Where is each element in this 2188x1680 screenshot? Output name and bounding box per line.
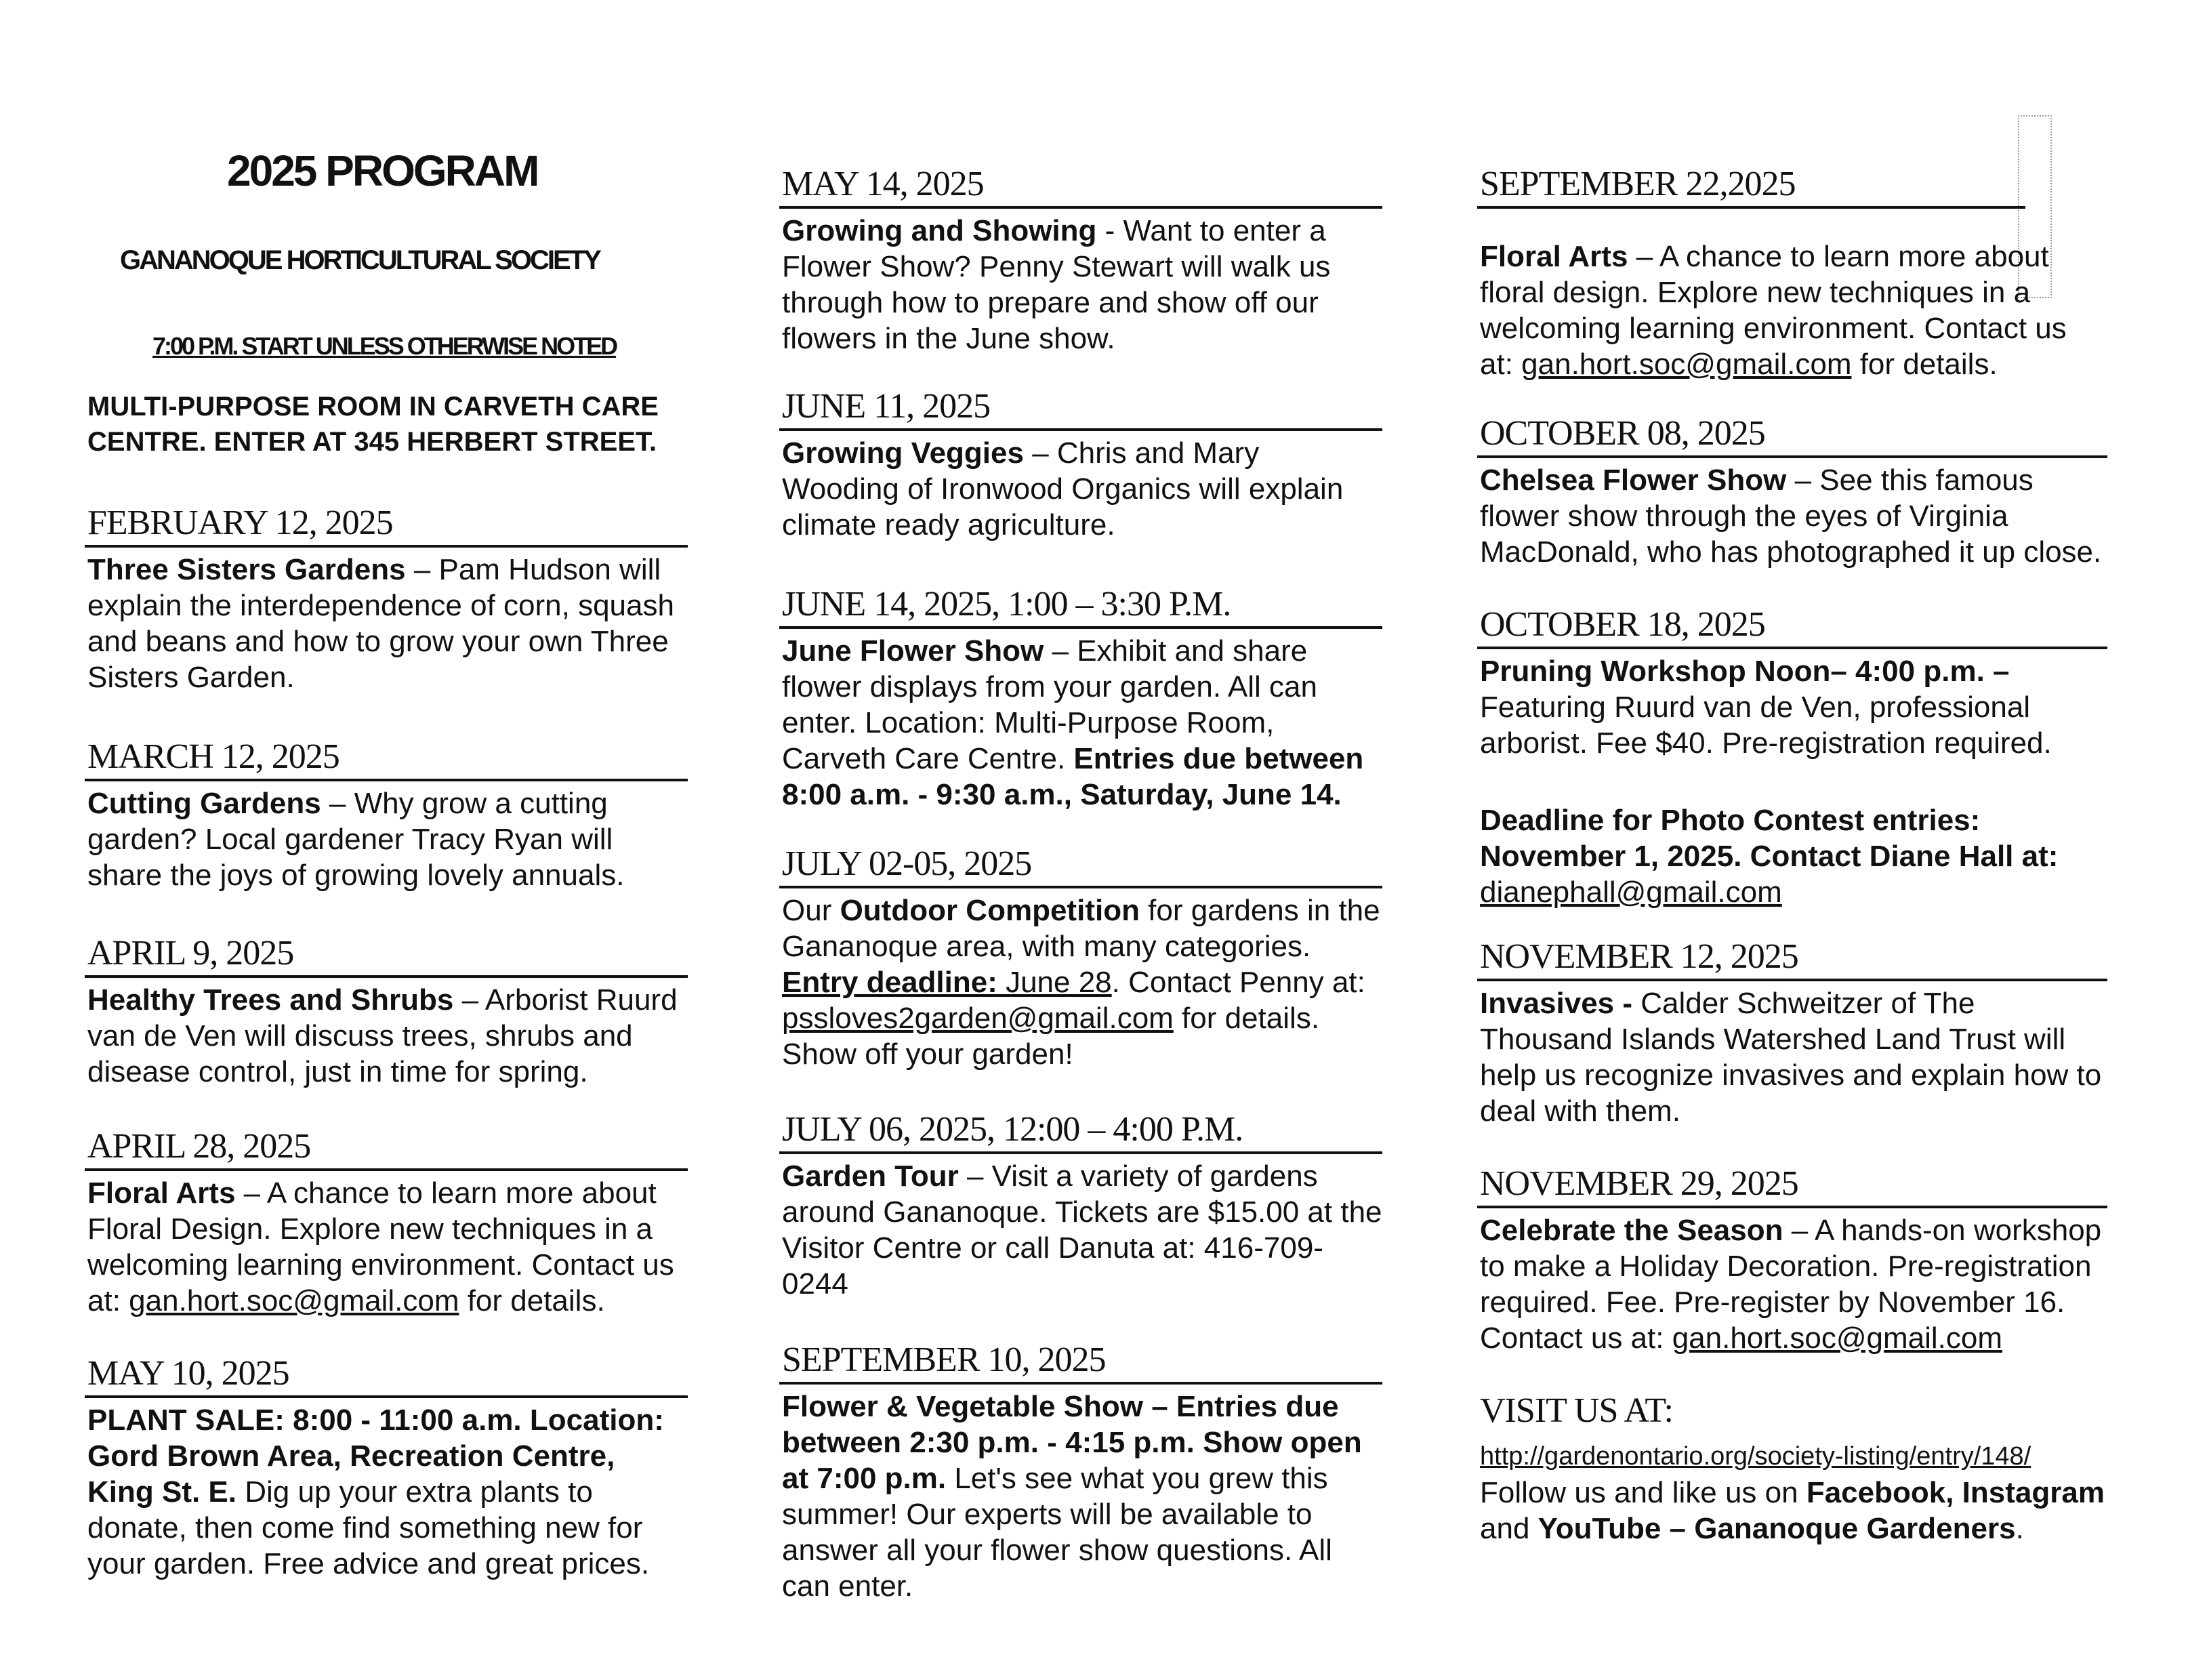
event-description — [779, 633, 1382, 813]
page-title: 2025 PROGRAM — [227, 146, 538, 195]
event-description — [85, 1175, 688, 1319]
event-date: OCTOBER 18, 2025 — [1477, 603, 2107, 649]
venue-line: CENTRE. ENTER AT 345 HERBERT STREET. — [87, 427, 657, 457]
deadline-value: June 28 — [997, 966, 1112, 999]
event-jul02 — [779, 842, 1382, 1072]
event-date: MAY 14, 2025 — [779, 163, 1382, 209]
event-title: Celebrate the Season — [1480, 1214, 1783, 1247]
event-text: Dig up your extra plants to donate, then come find something new for your garden. Free advice and great prices. — [87, 1475, 650, 1580]
event-title: Cutting Gardens — [87, 787, 321, 820]
event-date: SEPTEMBER 10, 2025 — [779, 1338, 1382, 1385]
event-date: MARCH 12, 2025 — [85, 735, 688, 781]
visit-heading: VISIT US AT: — [1480, 1391, 1673, 1430]
visit-text: Follow us and like us on — [1480, 1476, 1807, 1509]
event-text: – Visit a variety of gardens around Gananoque. Tickets are $15.00 at the Visitor Centre or call Danuta at: 416-709-0244 — [782, 1160, 1382, 1300]
event-text: . Contact Penny at: — [1111, 966, 1365, 999]
event-may10 — [85, 1352, 688, 1582]
event-oct18 — [1477, 603, 2107, 761]
event-text: – A chance to learn more about Floral Design. Explore new techniques in a welcoming learning environment. Contact us at: — [87, 1176, 674, 1317]
event-date: JULY 02-05, 2025 — [779, 842, 1382, 888]
visit-text: and — [1480, 1512, 1538, 1545]
event-description — [85, 1402, 688, 1582]
event-jun11 — [779, 385, 1382, 543]
deadline-label: Entry deadline: — [782, 966, 997, 999]
event-oct08 — [1477, 412, 2107, 570]
social-handle: YouTube – Gananoque Gardeners — [1537, 1512, 2016, 1545]
venue-line: MULTI-PURPOSE ROOM IN CARVETH CARE — [87, 392, 659, 422]
event-title: Pruning Workshop Noon– 4:00 p.m. – — [1480, 655, 2010, 688]
event-title: Invasives - — [1480, 987, 1633, 1020]
event-date: MAY 10, 2025 — [85, 1352, 688, 1398]
event-title: Growing and Showing — [782, 214, 1097, 247]
event-title: Deadline for Photo Contest entries: November 1, 2025. Contact Diane Hall at: — [1480, 804, 2059, 873]
event-jun14 — [779, 583, 1382, 813]
email-link[interactable]: gan.hort.soc@gmail.com — [1672, 1322, 2003, 1355]
event-description — [85, 785, 688, 893]
event-title: Outdoor Competition — [840, 894, 1140, 927]
visit-section — [1477, 1389, 2107, 1546]
organization-name: GANANOQUE HORTICULTURAL SOCIETY — [120, 245, 600, 275]
event-date: SEPTEMBER 22,2025 — [1477, 163, 2025, 209]
event-text: – Exhibit and share flower displays from your garden. All can enter. Location: Multi-Purpose Room, Carveth Care Centre. — [782, 634, 1317, 775]
time-note: 7:00 P.M. START UNLESS OTHERWISE NOTED — [152, 332, 617, 360]
email-link[interactable]: dianephall@gmail.com — [1480, 876, 1782, 909]
event-date: NOVEMBER 12, 2025 — [1477, 935, 2107, 981]
event-description — [85, 982, 688, 1090]
event-text: Featuring Ruurd van de Ven, professional arborist. Fee $40. Pre-registration required. — [1480, 691, 2052, 760]
event-text: – Pam Hudson will explain the interdependence of corn, squash and beans and how to grow your own Three Sisters Garden. — [87, 553, 674, 694]
event-text: for details. — [459, 1284, 605, 1317]
event-text: – Arborist Ruurd van de Ven will discuss trees, shrubs and disease control, just in time for spring. — [87, 983, 678, 1088]
event-description — [1477, 653, 2107, 761]
event-description — [779, 213, 1382, 356]
event-description — [779, 1389, 1382, 1604]
event-may14 — [779, 163, 1382, 356]
event-date: NOVEMBER 29, 2025 — [1477, 1162, 2107, 1208]
event-text: – See this famous flower show through the eyes of Virginia MacDonald, who has photographed it up close. — [1480, 464, 2102, 569]
event-text: Calder Schweitzer of The Thousand Islands Watershed Land Trust will help us recognize invasives and explain how to deal with them. — [1480, 987, 2102, 1128]
website-link[interactable]: http://gardenontario.org/society-listing/entry/148/ — [1480, 1442, 2031, 1471]
email-link[interactable]: gan.hort.soc@gmail.com — [1521, 348, 1852, 381]
event-description — [1477, 802, 2107, 910]
event-text: – A chance to learn more about floral design. Explore new techniques in a welcoming learning environment. Contact us at: — [1480, 240, 2067, 381]
event-title: Floral Arts — [87, 1176, 236, 1210]
event-title: Flower & Vegetable Show – Entries due between 2:30 p.m. - 4:15 p.m. Show open at 7:00 p.m. — [782, 1390, 1362, 1495]
event-text: – A hands-on workshop to make a Holiday Decoration. Pre-registration required. Fee. Pre-register by November 16. Contact us at: — [1480, 1214, 2102, 1355]
event-description — [1477, 462, 2107, 570]
event-text: – Why grow a cutting garden? Local gardener Tracy Ryan will share the joys of growing lovely annuals. — [87, 787, 625, 892]
social-platforms: Facebook, Instagram — [1806, 1476, 2105, 1509]
event-mar12 — [85, 735, 688, 893]
event-date: APRIL 28, 2025 — [85, 1125, 688, 1171]
event-text: Let's see what you grew this summer! Our experts will be available to answer all your flower show questions. All can enter. — [782, 1462, 1332, 1603]
event-text: - Want to enter a Flower Show? Penny Stewart will walk us through how to prepare and show off our flowers in the June show. — [782, 214, 1331, 355]
event-date: JUNE 11, 2025 — [779, 385, 1382, 431]
event-date: OCTOBER 08, 2025 — [1477, 412, 2107, 458]
event-title: Chelsea Flower Show — [1480, 464, 1787, 497]
event-sep22 — [1477, 163, 2107, 382]
event-title: June Flower Show — [782, 634, 1044, 668]
visit-description — [1477, 1437, 2107, 1546]
event-title: Growing Veggies — [782, 436, 1024, 470]
event-title: Three Sisters Gardens — [87, 553, 406, 586]
event-sep10 — [779, 1338, 1382, 1604]
event-text: for gardens in the Gananoque area, with many categories. — [782, 894, 1380, 963]
event-description — [779, 893, 1382, 1072]
event-description — [1477, 985, 2107, 1129]
event-bold-text: Entries due between 8:00 a.m. - 9:30 a.m., Saturday, June 14. — [782, 742, 1364, 811]
event-description — [1477, 239, 2107, 382]
event-text: Our — [782, 894, 840, 927]
event-date: JULY 06, 2025, 12:00 – 4:00 P.M. — [779, 1108, 1382, 1154]
event-date: JUNE 14, 2025, 1:00 – 3:30 P.M. — [779, 583, 1382, 629]
event-description — [779, 435, 1382, 543]
photo-contest-notice — [1477, 802, 2107, 910]
event-description — [779, 1158, 1382, 1302]
event-nov29 — [1477, 1162, 2107, 1356]
visit-text: . — [2015, 1512, 2024, 1545]
event-feb12 — [85, 501, 688, 695]
event-text: for details. Show off your garden! — [782, 1002, 1320, 1071]
event-jul06 — [779, 1108, 1382, 1302]
event-text: for details. — [1851, 348, 1998, 381]
event-title: Garden Tour — [782, 1160, 959, 1193]
event-apr9 — [85, 932, 688, 1090]
venue-info — [87, 389, 659, 459]
event-description — [1477, 1212, 2107, 1356]
email-link[interactable]: gan.hort.soc@gmail.com — [129, 1284, 459, 1317]
event-nov12 — [1477, 935, 2107, 1129]
event-date: FEBRUARY 12, 2025 — [85, 501, 688, 548]
event-apr28 — [85, 1125, 688, 1319]
event-title: PLANT SALE: 8:00 - 11:00 a.m. Location: Gord Brown Area, Recreation Centre, King St. E. — [87, 1404, 664, 1509]
event-date: APRIL 9, 2025 — [85, 932, 688, 978]
event-title: Floral Arts — [1480, 240, 1628, 273]
event-title: Healthy Trees and Shrubs — [87, 983, 454, 1017]
email-link[interactable]: pssloves2garden@gmail.com — [782, 1002, 1174, 1035]
event-text: – Chris and Mary Wooding of Ironwood Organics will explain climate ready agriculture. — [782, 436, 1344, 541]
event-description — [85, 552, 688, 695]
